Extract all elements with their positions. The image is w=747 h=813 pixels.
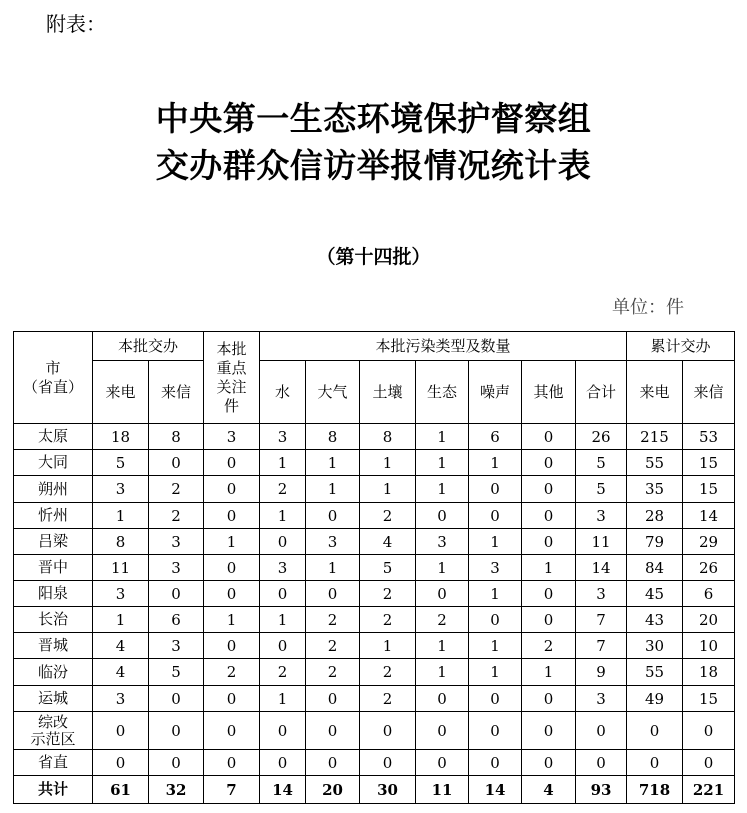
title-line-2: 交办群众信访举报情况统计表 bbox=[155, 146, 592, 185]
city-name: 吕梁 bbox=[14, 529, 93, 555]
city-name: 忻州 bbox=[14, 503, 93, 529]
table-row bbox=[14, 581, 735, 607]
cell-air: 1 bbox=[306, 555, 360, 581]
cell-ecology: 1 bbox=[416, 450, 469, 476]
cell-ecology: 1 bbox=[416, 424, 469, 450]
cell-cumulative-letter: 18 bbox=[683, 659, 735, 686]
cell-ecology: 1 bbox=[416, 633, 469, 659]
cell-cumulative-phone: 35 bbox=[627, 476, 683, 503]
cell-soil: 0 bbox=[360, 712, 416, 750]
cell-other: 0 bbox=[522, 750, 576, 776]
cell-current-phone: 4 bbox=[93, 633, 149, 659]
cell-current-letter: 0 bbox=[149, 712, 204, 750]
cell-current-phone: 0 bbox=[93, 712, 149, 750]
cell-current-phone: 11 bbox=[93, 555, 149, 581]
cell-other: 0 bbox=[522, 450, 576, 476]
cell-key-focus: 0 bbox=[204, 686, 260, 712]
header-current-batch: 本批交办 bbox=[93, 332, 204, 361]
city-name: 综改 示范区 bbox=[14, 712, 93, 750]
cell-cumulative-phone: 30 bbox=[627, 633, 683, 659]
city-name: 晋中 bbox=[14, 555, 93, 581]
cell-air: 1 bbox=[306, 450, 360, 476]
cell-cumulative-phone: 28 bbox=[627, 503, 683, 529]
cell-noise: 0 bbox=[469, 607, 522, 633]
cell-soil: 2 bbox=[360, 607, 416, 633]
cell-subtotal: 93 bbox=[576, 776, 627, 804]
cell-water: 3 bbox=[260, 555, 306, 581]
city-name: 长治 bbox=[14, 607, 93, 633]
unit-label: 单位：件 bbox=[612, 297, 684, 318]
cell-subtotal: 3 bbox=[576, 503, 627, 529]
cell-noise: 1 bbox=[469, 529, 522, 555]
cell-other: 0 bbox=[522, 712, 576, 750]
table-row bbox=[14, 659, 735, 686]
header-other: 其他 bbox=[522, 361, 576, 424]
cell-noise: 1 bbox=[469, 581, 522, 607]
cell-soil: 8 bbox=[360, 424, 416, 450]
cell-cumulative-phone: 55 bbox=[627, 659, 683, 686]
cell-air: 0 bbox=[306, 503, 360, 529]
table-row bbox=[14, 555, 735, 581]
table-row bbox=[14, 750, 735, 776]
city-name: 朔州 bbox=[14, 476, 93, 503]
cell-key-focus: 7 bbox=[204, 776, 260, 804]
cell-other: 2 bbox=[522, 633, 576, 659]
cell-noise: 1 bbox=[469, 450, 522, 476]
header-soil: 土壤 bbox=[360, 361, 416, 424]
title-line-1: 中央第一生态环境保护督察组 bbox=[155, 99, 592, 138]
cell-soil: 30 bbox=[360, 776, 416, 804]
cell-other: 4 bbox=[522, 776, 576, 804]
table-row bbox=[14, 450, 735, 476]
cell-air: 0 bbox=[306, 712, 360, 750]
cell-soil: 5 bbox=[360, 555, 416, 581]
cell-subtotal: 11 bbox=[576, 529, 627, 555]
cell-current-phone: 4 bbox=[93, 659, 149, 686]
cell-current-letter: 2 bbox=[149, 476, 204, 503]
total-row bbox=[14, 776, 735, 804]
cell-water: 3 bbox=[260, 424, 306, 450]
city-name: 阳泉 bbox=[14, 581, 93, 607]
cell-cumulative-letter: 15 bbox=[683, 686, 735, 712]
cell-current-phone: 0 bbox=[93, 750, 149, 776]
cell-ecology: 11 bbox=[416, 776, 469, 804]
cell-cumulative-phone: 718 bbox=[627, 776, 683, 804]
cell-soil: 1 bbox=[360, 450, 416, 476]
statistics-table bbox=[13, 331, 735, 804]
cell-current-phone: 61 bbox=[93, 776, 149, 804]
cell-key-focus: 0 bbox=[204, 503, 260, 529]
cell-cumulative-letter: 6 bbox=[683, 581, 735, 607]
cell-cumulative-letter: 53 bbox=[683, 424, 735, 450]
cell-cumulative-letter: 0 bbox=[683, 712, 735, 750]
cell-noise: 0 bbox=[469, 476, 522, 503]
cell-noise: 6 bbox=[469, 424, 522, 450]
cell-air: 20 bbox=[306, 776, 360, 804]
cell-cumulative-phone: 49 bbox=[627, 686, 683, 712]
cell-water: 14 bbox=[260, 776, 306, 804]
cell-cumulative-letter: 15 bbox=[683, 450, 735, 476]
city-name: 运城 bbox=[14, 686, 93, 712]
cell-key-focus: 1 bbox=[204, 529, 260, 555]
cell-soil: 2 bbox=[360, 686, 416, 712]
cell-current-phone: 3 bbox=[93, 686, 149, 712]
cell-key-focus: 0 bbox=[204, 750, 260, 776]
batch-label: （第十四批） bbox=[316, 246, 431, 268]
cell-noise: 0 bbox=[469, 686, 522, 712]
cell-current-phone: 8 bbox=[93, 529, 149, 555]
cell-key-focus: 2 bbox=[204, 659, 260, 686]
cell-subtotal: 5 bbox=[576, 450, 627, 476]
cell-subtotal: 0 bbox=[576, 750, 627, 776]
cell-ecology: 0 bbox=[416, 503, 469, 529]
cell-water: 0 bbox=[260, 581, 306, 607]
cell-key-focus: 0 bbox=[204, 712, 260, 750]
cell-key-focus: 1 bbox=[204, 607, 260, 633]
cell-air: 0 bbox=[306, 750, 360, 776]
cell-current-letter: 6 bbox=[149, 607, 204, 633]
cell-current-phone: 1 bbox=[93, 607, 149, 633]
cell-ecology: 0 bbox=[416, 750, 469, 776]
cell-ecology: 1 bbox=[416, 555, 469, 581]
cell-water: 1 bbox=[260, 503, 306, 529]
cell-cumulative-letter: 0 bbox=[683, 750, 735, 776]
cell-ecology: 0 bbox=[416, 686, 469, 712]
header-phone: 来电 bbox=[93, 361, 149, 424]
cell-cumulative-letter: 14 bbox=[683, 503, 735, 529]
cell-soil: 4 bbox=[360, 529, 416, 555]
cell-current-letter: 0 bbox=[149, 686, 204, 712]
cell-other: 0 bbox=[522, 503, 576, 529]
cell-air: 8 bbox=[306, 424, 360, 450]
cell-water: 2 bbox=[260, 476, 306, 503]
cell-cumulative-phone: 55 bbox=[627, 450, 683, 476]
cell-key-focus: 0 bbox=[204, 450, 260, 476]
cell-noise: 1 bbox=[469, 659, 522, 686]
table-row bbox=[14, 424, 735, 450]
cell-soil: 2 bbox=[360, 659, 416, 686]
cell-air: 2 bbox=[306, 659, 360, 686]
table-row bbox=[14, 529, 735, 555]
cell-soil: 1 bbox=[360, 633, 416, 659]
cell-subtotal: 7 bbox=[576, 607, 627, 633]
table-row bbox=[14, 476, 735, 503]
cell-current-phone: 1 bbox=[93, 503, 149, 529]
cell-current-letter: 3 bbox=[149, 633, 204, 659]
city-name: 太原 bbox=[14, 424, 93, 450]
table-row bbox=[14, 607, 735, 633]
cell-noise: 3 bbox=[469, 555, 522, 581]
cell-water: 0 bbox=[260, 633, 306, 659]
header-cumulative: 累计交办 bbox=[627, 332, 735, 361]
table-row bbox=[14, 503, 735, 529]
cell-air: 1 bbox=[306, 476, 360, 503]
cell-soil: 0 bbox=[360, 750, 416, 776]
city-name: 晋城 bbox=[14, 633, 93, 659]
cell-current-phone: 3 bbox=[93, 581, 149, 607]
cell-ecology: 0 bbox=[416, 712, 469, 750]
cell-key-focus: 0 bbox=[204, 476, 260, 503]
cell-cumulative-letter: 15 bbox=[683, 476, 735, 503]
cell-air: 0 bbox=[306, 686, 360, 712]
cell-cumulative-phone: 0 bbox=[627, 712, 683, 750]
cell-key-focus: 0 bbox=[204, 633, 260, 659]
cell-cumulative-letter: 26 bbox=[683, 555, 735, 581]
cell-cumulative-letter: 29 bbox=[683, 529, 735, 555]
annex-label: 附表： bbox=[46, 12, 106, 36]
header-key-focus: 本批 重点 关注 件 bbox=[204, 332, 260, 424]
header-water: 水 bbox=[260, 361, 306, 424]
cell-current-letter: 0 bbox=[149, 450, 204, 476]
cell-cumulative-letter: 20 bbox=[683, 607, 735, 633]
table-row bbox=[14, 633, 735, 659]
cell-soil: 2 bbox=[360, 581, 416, 607]
cell-current-letter: 0 bbox=[149, 581, 204, 607]
cell-other: 0 bbox=[522, 581, 576, 607]
header-city: 市 （省直） bbox=[14, 332, 93, 424]
cell-cumulative-letter: 221 bbox=[683, 776, 735, 804]
cell-soil: 1 bbox=[360, 476, 416, 503]
cell-cumulative-phone: 45 bbox=[627, 581, 683, 607]
cell-cumulative-letter: 10 bbox=[683, 633, 735, 659]
cell-water: 0 bbox=[260, 712, 306, 750]
header-noise: 噪声 bbox=[469, 361, 522, 424]
cell-other: 0 bbox=[522, 686, 576, 712]
header-air: 大气 bbox=[306, 361, 360, 424]
cell-soil: 2 bbox=[360, 503, 416, 529]
cell-water: 0 bbox=[260, 529, 306, 555]
header-cumulative-phone: 来电 bbox=[627, 361, 683, 424]
total-label: 共计 bbox=[14, 776, 93, 804]
cell-subtotal: 14 bbox=[576, 555, 627, 581]
cell-cumulative-phone: 79 bbox=[627, 529, 683, 555]
cell-current-phone: 5 bbox=[93, 450, 149, 476]
cell-subtotal: 7 bbox=[576, 633, 627, 659]
city-name: 省直 bbox=[14, 750, 93, 776]
cell-ecology: 1 bbox=[416, 659, 469, 686]
table-row bbox=[14, 686, 735, 712]
cell-other: 0 bbox=[522, 607, 576, 633]
cell-air: 3 bbox=[306, 529, 360, 555]
cell-noise: 14 bbox=[469, 776, 522, 804]
table-row bbox=[14, 712, 735, 750]
cell-key-focus: 0 bbox=[204, 581, 260, 607]
cell-ecology: 3 bbox=[416, 529, 469, 555]
cell-subtotal: 3 bbox=[576, 686, 627, 712]
cell-water: 1 bbox=[260, 607, 306, 633]
cell-noise: 0 bbox=[469, 712, 522, 750]
cell-current-letter: 5 bbox=[149, 659, 204, 686]
cell-cumulative-phone: 84 bbox=[627, 555, 683, 581]
cell-current-letter: 8 bbox=[149, 424, 204, 450]
header-ecology: 生态 bbox=[416, 361, 469, 424]
cell-other: 1 bbox=[522, 555, 576, 581]
cell-subtotal: 26 bbox=[576, 424, 627, 450]
cell-key-focus: 0 bbox=[204, 555, 260, 581]
cell-air: 2 bbox=[306, 607, 360, 633]
cell-ecology: 1 bbox=[416, 476, 469, 503]
header-cumulative-letter: 来信 bbox=[683, 361, 735, 424]
cell-subtotal: 0 bbox=[576, 712, 627, 750]
cell-air: 2 bbox=[306, 633, 360, 659]
cell-current-letter: 0 bbox=[149, 750, 204, 776]
cell-current-phone: 18 bbox=[93, 424, 149, 450]
cell-noise: 0 bbox=[469, 750, 522, 776]
header-pollution-types: 本批污染类型及数量 bbox=[260, 332, 627, 361]
cell-air: 0 bbox=[306, 581, 360, 607]
cell-current-letter: 3 bbox=[149, 555, 204, 581]
cell-cumulative-phone: 43 bbox=[627, 607, 683, 633]
cell-noise: 1 bbox=[469, 633, 522, 659]
cell-current-letter: 2 bbox=[149, 503, 204, 529]
cell-ecology: 2 bbox=[416, 607, 469, 633]
cell-other: 0 bbox=[522, 424, 576, 450]
cell-key-focus: 3 bbox=[204, 424, 260, 450]
cell-other: 1 bbox=[522, 659, 576, 686]
cell-subtotal: 3 bbox=[576, 581, 627, 607]
cell-water: 2 bbox=[260, 659, 306, 686]
cell-noise: 0 bbox=[469, 503, 522, 529]
cell-ecology: 0 bbox=[416, 581, 469, 607]
city-name: 大同 bbox=[14, 450, 93, 476]
cell-current-letter: 32 bbox=[149, 776, 204, 804]
cell-water: 1 bbox=[260, 686, 306, 712]
cell-water: 0 bbox=[260, 750, 306, 776]
cell-water: 1 bbox=[260, 450, 306, 476]
city-name: 临汾 bbox=[14, 659, 93, 686]
header-subtotal: 合计 bbox=[576, 361, 627, 424]
cell-current-letter: 3 bbox=[149, 529, 204, 555]
cell-current-phone: 3 bbox=[93, 476, 149, 503]
header-letter: 来信 bbox=[149, 361, 204, 424]
cell-cumulative-phone: 215 bbox=[627, 424, 683, 450]
cell-other: 0 bbox=[522, 529, 576, 555]
cell-subtotal: 9 bbox=[576, 659, 627, 686]
cell-other: 0 bbox=[522, 476, 576, 503]
cell-cumulative-phone: 0 bbox=[627, 750, 683, 776]
cell-subtotal: 5 bbox=[576, 476, 627, 503]
